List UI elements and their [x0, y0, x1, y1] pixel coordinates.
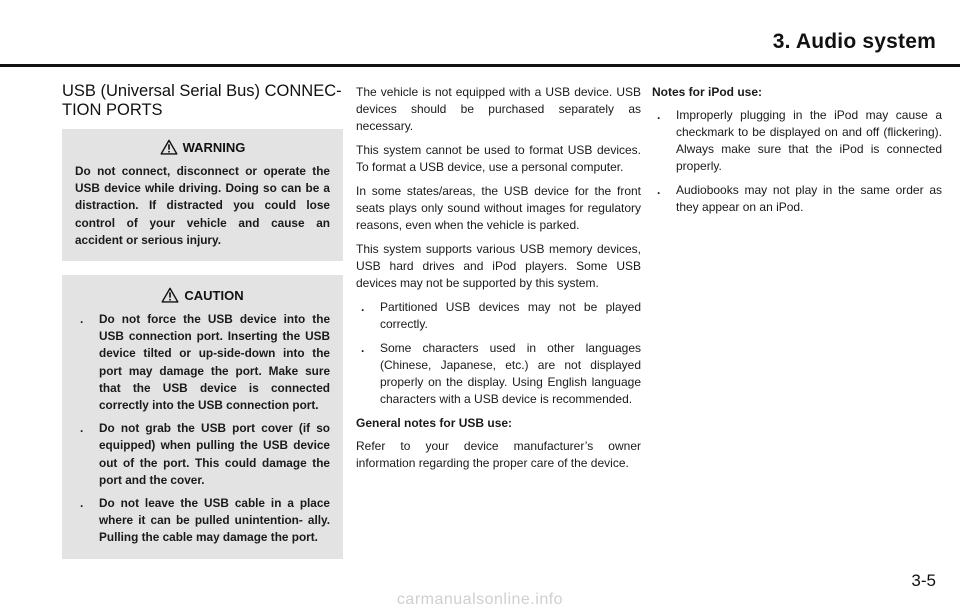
paragraph: This system supports various USB memory devices, USB hard drives and iPod players. Some USB devices may not be supported by this system. [356, 242, 641, 290]
warning-box [62, 129, 343, 261]
bullet: . [361, 341, 365, 355]
caution-triangle-icon [161, 287, 179, 303]
usb-notes-list [356, 299, 641, 408]
bullet: . [80, 312, 84, 327]
subheading: General notes for USB use: [356, 416, 513, 430]
warning-text: Do not connect, disconnect or operate the USB device while driving. Doing so can be a distraction. If distracted you could lose control of your vehicle and cause an accident or serious injury. [75, 164, 330, 247]
paragraph: The vehicle is not equipped with a USB device. USB devices should be purchased separately as necessary. [356, 85, 641, 133]
caution-item-text: Do not grab the USB port cover (if so equipped) when pulling the USB device out of the port. This could damage the port and the cover. [99, 421, 330, 487]
caution-box [62, 275, 343, 559]
paragraph: Refer to your device manufacturer’s owner information regarding the proper care of the device. [356, 439, 641, 470]
ipod-notes-list [652, 107, 942, 216]
column-left [62, 82, 343, 573]
subheading: Notes for iPod use: [652, 85, 763, 99]
bullet: . [80, 496, 84, 511]
caution-item-text: Do not force the USB device into the USB connection port. Inserting the USB device tilted or up-side-down into the port may damage the port. Make sure that the USB device is connected correctly into the USB connection port. [99, 312, 330, 413]
list-item-text: Improperly plugging in the iPod may cause a checkmark to be displayed on and off (flickering). Always make sure that the iPod is connected properly. [676, 108, 942, 173]
warning-heading [75, 139, 330, 155]
paragraph: This system cannot be used to format USB devices. To format a USB device, use a personal computer. [356, 143, 641, 174]
list-item [652, 107, 942, 175]
bullet: . [361, 300, 365, 314]
page-header-title: 3. Audio system [772, 30, 936, 53]
list-item [75, 420, 330, 489]
bullet: . [80, 421, 84, 436]
list-item-text: Some characters used in other languages (Chinese, Japanese, etc.) are not displayed properly on the display. Using English language characters with a USB device is recommended. [380, 341, 641, 406]
list-item-text: Audiobooks may not play in the same order as they appear on an iPod. [676, 183, 942, 214]
column-middle [356, 84, 641, 479]
caution-heading [75, 287, 330, 303]
paragraph: In some states/areas, the USB device for the front seats plays only sound without images for regulatory reasons, even when the vehicle is parked. [356, 184, 641, 232]
caution-item-text: Do not leave the USB cable in a place where it can be pulled unintention- ally. Pulling the cable may damage the port. [99, 496, 330, 545]
list-item [652, 182, 942, 216]
caution-list [75, 311, 330, 547]
header-rule [0, 64, 960, 67]
column-right [652, 84, 942, 223]
list-item [356, 340, 641, 408]
section-title: USB (Universal Serial Bus) CONNEC- TION PORTS [62, 82, 342, 119]
list-item [75, 311, 330, 414]
bullet: . [657, 183, 661, 197]
watermark: carmanualsonline.info [396, 591, 564, 608]
list-item-text: Partitioned USB devices may not be played correctly. [380, 300, 641, 331]
page-number: 3-5 [911, 571, 936, 590]
bullet: . [657, 108, 661, 122]
list-item [75, 495, 330, 547]
caution-label: CAUTION [184, 287, 244, 303]
warning-triangle-icon [160, 139, 178, 155]
warning-label: WARNING [182, 139, 246, 155]
list-item [356, 299, 641, 333]
